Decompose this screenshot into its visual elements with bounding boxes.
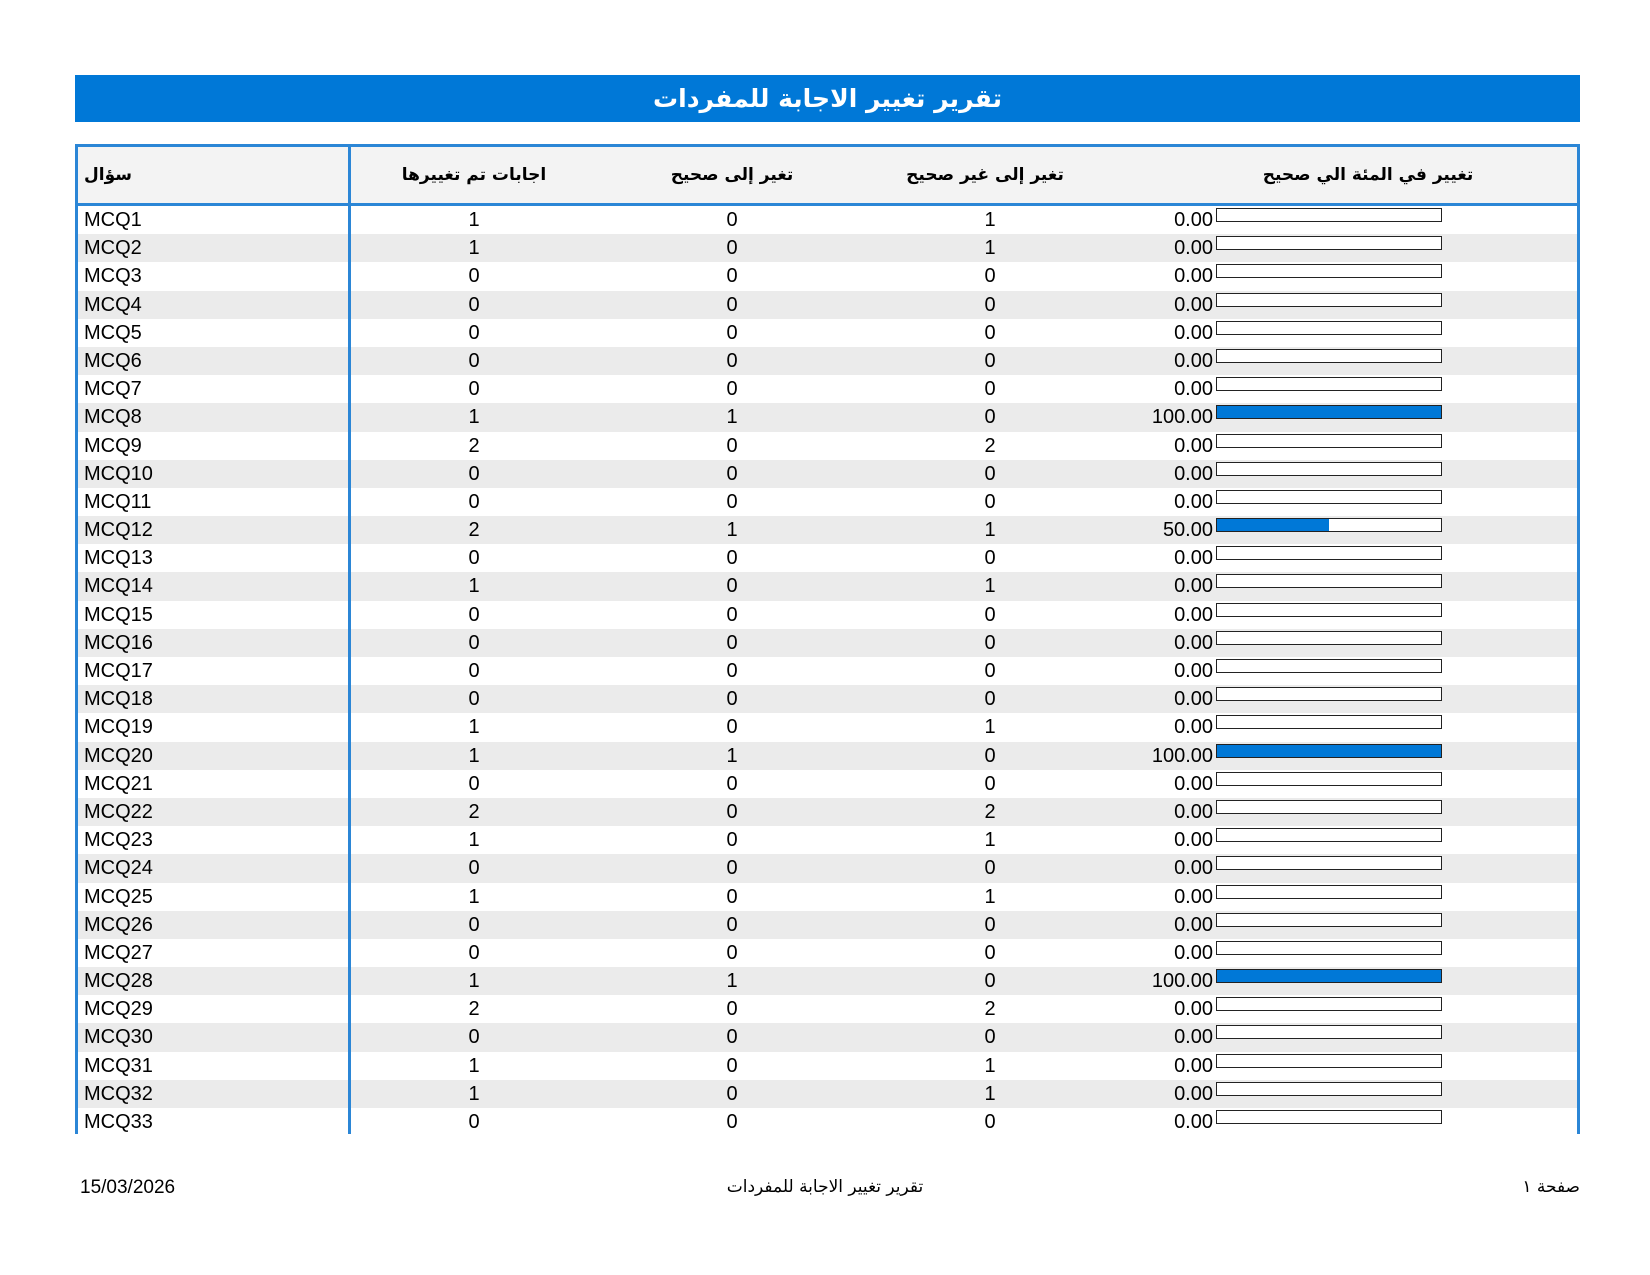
to-incorrect-cell: 0 [984,688,996,711]
question-cell: MCQ29 [84,998,153,1021]
to-correct-cell: 0 [726,1026,738,1049]
changed-cell: 1 [468,237,480,260]
percent-cell: 0.00 [1174,772,1213,795]
percent-bar [1216,885,1442,899]
percent-bar [1216,321,1442,335]
percent-cell: 0.00 [1174,603,1213,626]
percent-bar [1216,518,1442,532]
table-row [78,1080,1577,1108]
to-incorrect-cell: 0 [984,772,996,795]
to-incorrect-cell: 1 [984,575,996,598]
question-cell: MCQ4 [84,293,142,316]
percent-bar [1216,997,1442,1011]
question-cell: MCQ9 [84,434,142,457]
table-row [78,1108,1577,1136]
to-correct-cell: 0 [726,378,738,401]
table-row [78,1052,1577,1080]
question-cell: MCQ33 [84,1111,153,1133]
changed-cell: 0 [468,1026,480,1049]
table-row [78,911,1577,939]
percent-cell: 0.00 [1174,265,1213,288]
percent-bar [1216,349,1442,363]
changed-cell: 0 [468,857,480,880]
to-correct-cell: 0 [726,237,738,260]
changed-cell: 1 [468,1054,480,1077]
to-correct-cell: 0 [726,434,738,457]
table-row [78,347,1577,375]
changed-cell: 0 [468,547,480,570]
to-incorrect-cell: 0 [984,603,996,626]
changed-cell: 0 [468,349,480,372]
percent-cell: 100.00 [1151,406,1213,429]
question-cell: MCQ20 [84,744,153,767]
percent-bar [1216,1025,1442,1039]
percent-cell: 0.00 [1174,800,1213,823]
percent-bar [1216,659,1442,673]
table-row [78,826,1577,854]
percent-bar [1216,913,1442,927]
percent-cell: 0.00 [1174,1026,1213,1049]
report-title: تقرير تغيير الاجابة للمفردات [653,84,1002,113]
changed-cell: 0 [468,688,480,711]
to-incorrect-cell: 1 [984,829,996,852]
table-row [78,572,1577,600]
to-correct-cell: 0 [726,575,738,598]
percent-cell: 100.00 [1151,970,1213,993]
table-row [78,291,1577,319]
question-cell: MCQ2 [84,237,142,260]
table-row [78,798,1577,826]
question-cell: MCQ12 [84,519,153,542]
question-cell: MCQ11 [84,490,152,513]
changed-cell: 2 [468,519,480,542]
to-correct-cell: 1 [726,519,738,542]
question-cell: MCQ19 [84,716,153,739]
percent-bar [1216,856,1442,870]
table-row [78,375,1577,403]
percent-bar-fill [1217,406,1441,418]
changed-cell: 1 [468,1082,480,1105]
to-correct-cell: 0 [726,603,738,626]
percent-bar [1216,293,1442,307]
percent-cell: 0.00 [1174,1054,1213,1077]
percent-bar [1216,264,1442,278]
changed-cell: 1 [468,716,480,739]
to-incorrect-cell: 0 [984,744,996,767]
percent-cell: 0.00 [1174,462,1213,485]
footer-date: 15/03/2026 [80,1177,176,1198]
changed-cell: 0 [468,1111,480,1133]
to-correct-cell: 0 [726,462,738,485]
to-incorrect-cell: 1 [984,209,996,231]
question-cell: MCQ25 [84,885,153,908]
percent-cell: 0.00 [1174,575,1213,598]
percent-cell: 0.00 [1174,660,1213,682]
percent-cell: 0.00 [1174,913,1213,936]
percent-cell: 0.00 [1174,998,1213,1021]
to-correct-cell: 1 [726,970,738,993]
to-incorrect-cell: 1 [984,237,996,260]
question-cell: MCQ28 [84,970,153,993]
table-body [78,206,1577,1136]
table-row [78,516,1577,544]
percent-cell: 0.00 [1174,209,1213,231]
question-cell: MCQ18 [84,688,153,711]
column-divider [348,147,351,1134]
changed-cell: 1 [468,829,480,852]
report-table [75,144,1580,1134]
to-incorrect-cell: 0 [984,1026,996,1049]
to-correct-cell: 1 [726,406,738,429]
changed-cell: 0 [468,378,480,401]
to-correct-cell: 0 [726,772,738,795]
header-question-label: سؤال [84,165,132,185]
percent-bar [1216,969,1442,983]
to-correct-cell: 0 [726,941,738,964]
percent-bar [1216,941,1442,955]
table-row [78,460,1577,488]
percent-cell: 0.00 [1174,688,1213,711]
percent-cell: 0.00 [1174,857,1213,880]
table-row [78,742,1577,770]
to-correct-cell: 0 [726,631,738,654]
percent-bar [1216,687,1442,701]
percent-cell: 100.00 [1151,744,1213,767]
percent-cell: 0.00 [1174,1111,1213,1133]
table-row [78,657,1577,685]
percent-bar-fill [1217,745,1441,757]
percent-bar-fill [1217,519,1329,531]
to-correct-cell: 0 [726,660,738,682]
to-incorrect-cell: 0 [984,913,996,936]
changed-cell: 0 [468,913,480,936]
to-incorrect-cell: 0 [984,857,996,880]
question-cell: MCQ31 [84,1054,153,1077]
question-cell: MCQ5 [84,321,142,344]
question-cell: MCQ32 [84,1082,153,1105]
percent-bar [1216,828,1442,842]
table-row [78,995,1577,1023]
to-correct-cell: 0 [726,800,738,823]
to-incorrect-cell: 0 [984,631,996,654]
to-correct-cell: 0 [726,913,738,936]
changed-cell: 1 [468,970,480,993]
question-cell: MCQ7 [84,378,142,401]
changed-cell: 0 [468,490,480,513]
question-cell: MCQ26 [84,913,153,936]
percent-cell: 50.00 [1162,519,1213,542]
to-correct-cell: 1 [726,744,738,767]
percent-bar [1216,603,1442,617]
to-incorrect-cell: 0 [984,349,996,372]
table-row [78,206,1577,234]
to-incorrect-cell: 0 [984,490,996,513]
percent-cell: 0.00 [1174,1082,1213,1105]
changed-cell: 0 [468,462,480,485]
percent-bar [1216,800,1442,814]
question-cell: MCQ13 [84,547,153,570]
percent-cell: 0.00 [1174,378,1213,401]
question-cell: MCQ14 [84,575,153,598]
table-row [78,967,1577,995]
percent-cell: 0.00 [1174,829,1213,852]
percent-cell: 0.00 [1174,321,1213,344]
percent-bar [1216,434,1442,448]
question-cell: MCQ10 [84,462,153,485]
changed-cell: 0 [468,631,480,654]
percent-bar [1216,546,1442,560]
to-incorrect-cell: 1 [984,519,996,542]
to-incorrect-cell: 0 [984,462,996,485]
table-row [78,883,1577,911]
header-to-incorrect: تغير إلى غير صحيح [906,165,1064,185]
to-correct-cell: 0 [726,998,738,1021]
table-row [78,1023,1577,1051]
footer-page-number: صفحة ١ [1522,1177,1580,1197]
table-row [78,544,1577,572]
changed-cell: 1 [468,406,480,429]
changed-cell: 0 [468,772,480,795]
table-row [78,770,1577,798]
to-incorrect-cell: 0 [984,321,996,344]
to-incorrect-cell: 0 [984,293,996,316]
percent-bar [1216,462,1442,476]
footer-title: تقرير تغيير الاجابة للمفردات [726,1177,924,1197]
percent-cell: 0.00 [1174,547,1213,570]
to-correct-cell: 0 [726,885,738,908]
table-row [78,432,1577,460]
question-cell: MCQ24 [84,857,153,880]
to-incorrect-cell: 0 [984,378,996,401]
to-correct-cell: 0 [726,490,738,513]
table-row [78,854,1577,882]
header-to-correct: تغير إلى صحيح [670,165,794,185]
percent-bar [1216,377,1442,391]
to-incorrect-cell: 0 [984,970,996,993]
changed-cell: 2 [468,998,480,1021]
to-correct-cell: 0 [726,1054,738,1077]
percent-bar [1216,744,1442,758]
changed-cell: 1 [468,575,480,598]
to-correct-cell: 0 [726,688,738,711]
changed-cell: 1 [468,885,480,908]
table-row [78,713,1577,741]
to-incorrect-cell: 0 [984,1111,996,1133]
question-cell: MCQ30 [84,1026,153,1049]
question-cell: MCQ15 [84,603,153,626]
percent-bar [1216,1110,1442,1124]
table-row [78,601,1577,629]
percent-cell: 0.00 [1174,885,1213,908]
percent-cell: 0.00 [1174,716,1213,739]
question-cell: MCQ27 [84,941,153,964]
to-correct-cell: 0 [726,321,738,344]
percent-cell: 0.00 [1174,490,1213,513]
question-cell: MCQ21 [84,772,153,795]
question-cell: MCQ23 [84,829,153,852]
changed-cell: 0 [468,321,480,344]
changed-cell: 1 [468,744,480,767]
question-cell: MCQ8 [84,406,142,429]
table-row [78,262,1577,290]
question-cell: MCQ1 [84,209,142,231]
percent-bar [1216,1082,1442,1096]
to-incorrect-cell: 2 [984,800,996,823]
changed-cell: 0 [468,941,480,964]
to-incorrect-cell: 1 [984,1082,996,1105]
to-incorrect-cell: 1 [984,716,996,739]
changed-cell: 0 [468,293,480,316]
changed-cell: 2 [468,800,480,823]
percent-cell: 0.00 [1174,941,1213,964]
percent-bar [1216,208,1442,222]
to-incorrect-cell: 0 [984,406,996,429]
to-incorrect-cell: 2 [984,998,996,1021]
to-incorrect-cell: 0 [984,660,996,682]
table-row [78,939,1577,967]
percent-bar [1216,405,1442,419]
changed-cell: 0 [468,603,480,626]
question-cell: MCQ17 [84,660,153,682]
percent-cell: 0.00 [1174,631,1213,654]
percent-cell: 0.00 [1174,293,1213,316]
to-correct-cell: 0 [726,209,738,231]
to-correct-cell: 0 [726,349,738,372]
to-correct-cell: 0 [726,716,738,739]
question-cell: MCQ3 [84,265,142,288]
changed-cell: 2 [468,434,480,457]
percent-bar [1216,1054,1442,1068]
to-incorrect-cell: 1 [984,885,996,908]
percent-cell: 0.00 [1174,434,1213,457]
to-correct-cell: 0 [726,1111,738,1133]
changed-cell: 0 [468,265,480,288]
to-incorrect-cell: 0 [984,941,996,964]
percent-bar [1216,715,1442,729]
table-row [78,685,1577,713]
header-percent-to-correct: تغيير في المئة الي صحيح [1262,165,1474,185]
table-row [78,629,1577,657]
to-correct-cell: 0 [726,857,738,880]
to-correct-cell: 0 [726,265,738,288]
question-cell: MCQ22 [84,800,153,823]
to-incorrect-cell: 1 [984,1054,996,1077]
percent-bar [1216,631,1442,645]
header-changed: اجابات تم تغييرها [401,165,547,185]
percent-bar-fill [1217,970,1441,982]
changed-cell: 0 [468,660,480,682]
to-incorrect-cell: 0 [984,547,996,570]
to-correct-cell: 0 [726,829,738,852]
header-question [84,147,234,203]
table-row [78,488,1577,516]
table-row [78,403,1577,431]
percent-cell: 0.00 [1174,237,1213,260]
question-cell: MCQ6 [84,349,142,372]
changed-cell: 1 [468,209,480,231]
to-incorrect-cell: 0 [984,265,996,288]
percent-cell: 0.00 [1174,349,1213,372]
table-row [78,319,1577,347]
table-header [78,147,1577,206]
question-cell: MCQ16 [84,631,153,654]
report-title-bar [75,75,1580,122]
percent-bar [1216,490,1442,504]
to-correct-cell: 0 [726,547,738,570]
table-row [78,234,1577,262]
to-correct-cell: 0 [726,293,738,316]
to-correct-cell: 0 [726,1082,738,1105]
to-incorrect-cell: 2 [984,434,996,457]
percent-bar [1216,574,1442,588]
percent-bar [1216,236,1442,250]
percent-bar [1216,772,1442,786]
